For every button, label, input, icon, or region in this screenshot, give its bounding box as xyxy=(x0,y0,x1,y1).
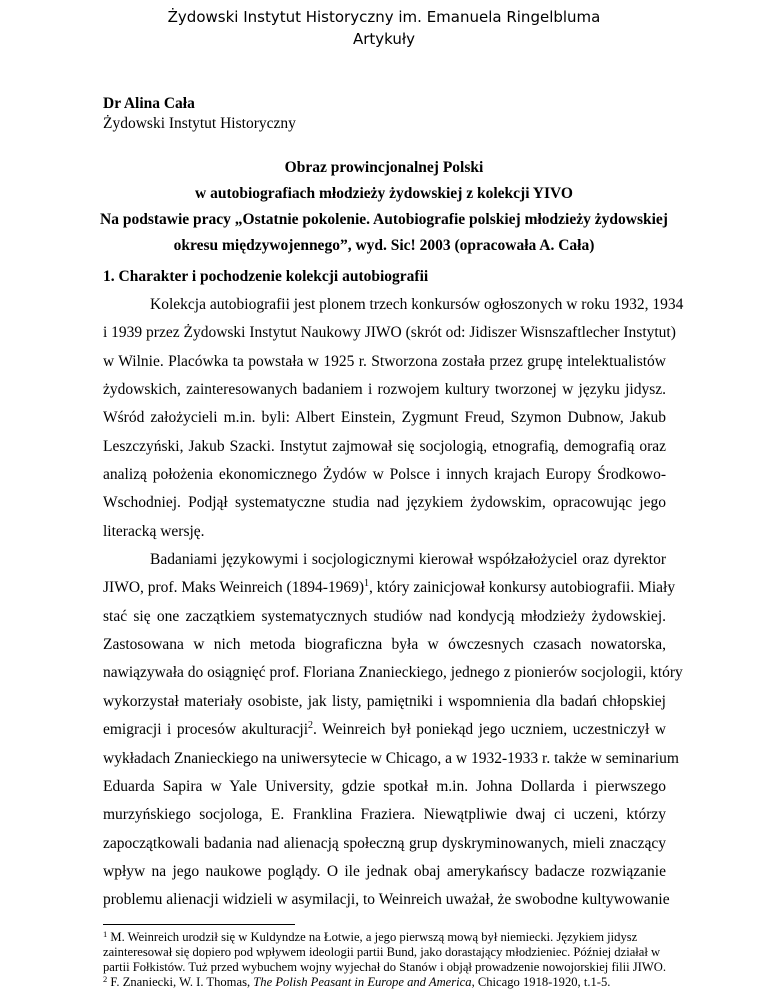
author-name: Dr Alina Cała xyxy=(103,95,195,112)
footnote-book-title: The Polish Peasant in Europe and America xyxy=(253,975,472,989)
body-line: Kolekcja autobiografii jest plonem trzech konkursów ogłoszonych w roku 1932, 1934 xyxy=(150,296,684,313)
body-line: Zastosowana w nich metoda biograficzna była w ówczesnych czasach nowatorska, xyxy=(103,636,666,654)
body-line: wpływ na jego naukowe poglądy. O ile jednak obaj amerykańscy badacze rozwiązanie xyxy=(103,862,666,880)
body-text: emigracji i procesów akulturacji xyxy=(103,721,309,739)
body-line: Wschodniej. Podjął systematyczne studia nad językiem żydowskim, opracowując jego xyxy=(103,494,666,512)
body-line: Badaniami językowymi i socjologicznymi kierował współzałożyciel oraz dyrektor xyxy=(150,551,666,569)
body-line: murzyńskiego socjologa, E. Franklina Fraziera. Niewątpliwie dwaj ci uczeni, którzy xyxy=(103,806,666,824)
body-text: . Weinreich był poniekąd jego uczniem, uczestniczył w xyxy=(313,721,666,739)
body-text: , który zainicjował konkursy autobiografii. Miały xyxy=(369,579,676,597)
body-line xyxy=(103,574,676,602)
header-section: Artykuły xyxy=(352,30,416,48)
body-line: nawiązywała do osiągnięć prof. Floriana Znanieckiego, jednego z pionierów socjologii, który xyxy=(103,664,683,682)
body-line xyxy=(103,716,666,744)
body-line: Eduarda Sapira w Yale University, gdzie spotkał m.in. Johna Dollarda i pierwszego xyxy=(103,777,666,795)
footnote-1-number: 1 xyxy=(103,929,108,939)
footnote-1-line: zainteresował się dopiero pod wpływem ideologii partii Bund, jako dorastający młodzieniec. Później działał w xyxy=(103,945,661,959)
author-institution: Żydowski Instytut Historyczny xyxy=(103,115,296,132)
body-line: stać się one zaczątkiem systematycznych studiów nad kondycją młodzieży żydowskiej. xyxy=(103,607,666,625)
title-line-1: Obraz prowincjonalnej Polski xyxy=(284,159,484,176)
footnote-ref-2[interactable]: 2 xyxy=(308,720,314,732)
body-line: żydowskich, zainteresowanych badaniem i rozwojem kultury tworzonej w języku jidysz. xyxy=(103,381,666,399)
footnote-text: F. Znaniecki, W. I. Thomas, xyxy=(107,975,254,989)
body-line: w Wilnie. Placówka ta powstała w 1925 r. Stworzona została przez grupę intelektualistów xyxy=(103,352,666,370)
body-line: zapoczątkowali badania nad alienacją społeczną grup dyskryminowanych, mieli znaczący xyxy=(103,834,666,852)
running-header xyxy=(0,6,768,50)
title-line-4: okresu międzywojennego”, wyd. Sic! 2003 (opracowała A. Cała) xyxy=(173,237,595,254)
footnotes xyxy=(103,930,673,990)
body-text: JIWO, prof. Maks Weinreich (1894-1969) xyxy=(103,579,365,597)
body-line: wykorzystał materiały osobiste, jak listy, pamiętniki i wspomnienia dla badań chłopskiej xyxy=(103,692,666,710)
footnote-ref-1[interactable]: 1 xyxy=(364,578,370,590)
footnote-2-number: 2 xyxy=(103,974,108,984)
footnote-2-line xyxy=(103,975,673,990)
body-line: wykładach Znanieckiego na uniwersytecie w Chicago, a w 1932-1933 r. także w seminarium xyxy=(103,749,679,767)
section-heading: 1. Charakter i pochodzenie kolekcji autobiografii xyxy=(103,268,429,285)
body-line: problemu alienacji widzieli w asymilacji, to Weinreich uważał, że swobodne kultywowanie xyxy=(103,891,670,909)
footnote-text: M. Weinreich urodził się w Kuldyndze na Łotwie, a jego pierwszą mową był niemiecki. Językiem jidysz xyxy=(107,930,638,944)
footnote-text: , Chicago 1918-1920, t.1-5. xyxy=(471,975,611,989)
body-line: i 1939 przez Żydowski Instytut Naukowy JIWO (skrót od: Jidiszer Wisnszaftlecher Instytut) xyxy=(103,324,676,342)
footnote-1-line: partii Fołkistów. Tuż przed wybuchem wojny wyjechał do Stanów i objął prowadzenie nowojorskiej filii JIWO. xyxy=(103,960,667,974)
body-line: Wśród założycieli m.in. byli: Albert Einstein, Zygmunt Freud, Szymon Dubnow, Jakub xyxy=(103,409,666,427)
article-title xyxy=(80,155,688,259)
title-line-3: Na podstawie pracy „Ostatnie pokolenie. Autobiografie polskiej młodzieży żydowskiej xyxy=(100,211,668,228)
body-line: Leszczyński, Jakub Szacki. Instytut zajmował się socjologią, etnografią, demografią oraz xyxy=(103,437,666,455)
title-line-2: w autobiografiach młodzieży żydowskiej z kolekcji YIVO xyxy=(195,185,573,202)
body-line: analizą położenia ekonomicznego Żydów w Polsce i innych krajach Europy Środkowo- xyxy=(103,466,666,484)
header-institute: Żydowski Instytut Historyczny im. Emanuela Ringelbluma xyxy=(167,8,601,26)
footnote-separator xyxy=(103,924,295,925)
author-block xyxy=(103,94,673,134)
article-body xyxy=(103,291,684,915)
body-line: literacką wersję. xyxy=(103,522,205,540)
footnote-1-line xyxy=(103,930,673,945)
